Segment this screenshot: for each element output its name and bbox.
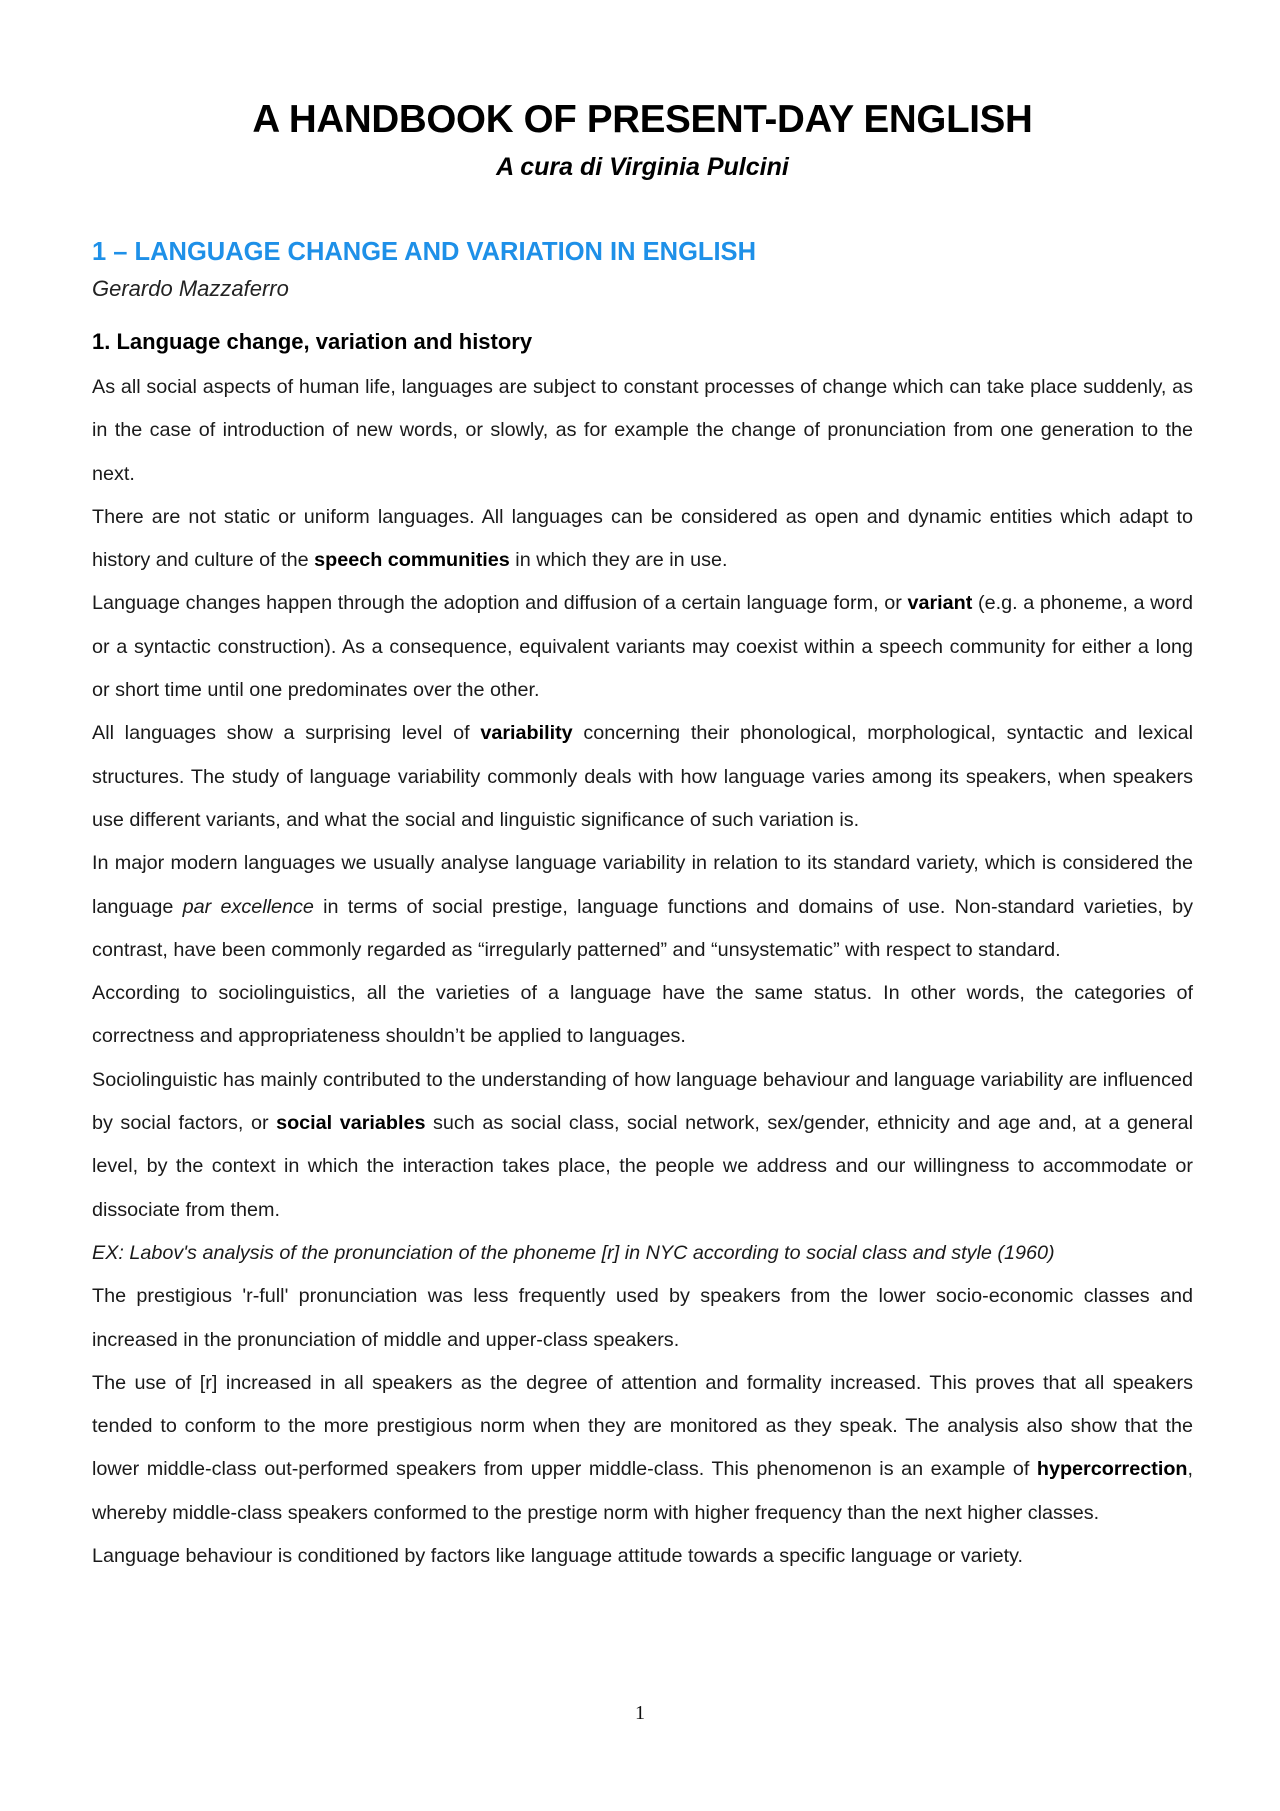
paragraph-text: EX: Labov's analysis of the pronunciation of the phoneme [r] in NYC according to social class and style (1960): [92, 1241, 1055, 1264]
section-heading: 1. Language change, variation and history: [92, 329, 533, 354]
paragraph: [92, 582, 1193, 712]
paragraph-text: In major modern languages we usually analyse language variability in relation to its standard variety, which is considered the language: [92, 852, 1193, 918]
paragraph-text: concerning their phonological, morphological, syntactic and lexical structures. The study of language variability commonly deals with how language varies among its speakers, when speakers use different variants, and what the social and linguistic significance of such variation is.: [92, 722, 1193, 831]
page-number: 1: [635, 1702, 645, 1724]
paragraph: [92, 842, 1193, 972]
paragraph: [92, 1059, 1193, 1232]
body-text: [92, 366, 1193, 1578]
document-page: [92, 92, 1193, 1578]
paragraph: [92, 712, 1193, 842]
paragraph: [92, 1535, 1193, 1578]
chapter-author: Gerardo Mazzaferro: [92, 276, 289, 301]
paragraph-text: , whereby middle-class speakers conformed to the prestige norm with higher frequency than the next higher classes.: [92, 1458, 1193, 1524]
chapter-title: 1 – LANGUAGE CHANGE AND VARIATION IN ENGLISH: [92, 238, 756, 266]
key-term: social variables: [276, 1112, 426, 1135]
key-term: hypercorrection: [1036, 1458, 1188, 1481]
paragraph-text: Sociolinguistic has mainly contributed to the understanding of how language behaviour and language variability are influenced by social factors, or: [92, 1068, 1193, 1135]
paragraph-text: There are not static or uniform languages. All languages can be considered as open and dynamic entities which adapt to history and culture of the: [92, 505, 1193, 572]
paragraph-text: The use of [r] increased in all speakers as the degree of attention and formality increased. This proves that all speakers tended to conform to the more prestigious norm when they are monitored as they speak. The analysis also show that the lower middle-class out-performed speakers from upper middle-class. This phenomenon is an example of: [92, 1371, 1193, 1481]
paragraph-text: As all social aspects of human life, languages are subject to constant processes of change which can take place suddenly, as in the case of introduction of new words, or slowly, as for example the change of pronunciation from one generation to the next.: [92, 376, 1193, 485]
key-term: variability: [480, 722, 573, 745]
key-term: variant: [907, 592, 973, 615]
paragraph: [92, 1362, 1193, 1535]
paragraph-text: All languages show a surprising level of: [92, 722, 481, 745]
document-title: A HANDBOOK OF PRESENT-DAY ENGLISH: [252, 98, 1033, 141]
paragraph: [92, 1275, 1193, 1362]
paragraph: [92, 972, 1193, 1059]
italic-term: par excellence: [182, 895, 314, 918]
paragraph: [92, 496, 1193, 583]
paragraph-text: The prestigious 'r-full' pronunciation was less frequently used by speakers from the lower socio-economic classes and increased in the pronunciation of middle and upper-class speakers.: [92, 1285, 1193, 1351]
example-line: [92, 1232, 1193, 1275]
paragraph-text: According to sociolinguistics, all the varieties of a language have the same status. In other words, the categories of correctness and appropriateness shouldn’t be applied to languages.: [92, 982, 1193, 1048]
paragraph-text: such as social class, social network, sex/gender, ethnicity and age and, at a general level, by the context in which the interaction takes place, the people we address and our willingness to accommodate or dissociate from them.: [92, 1112, 1193, 1221]
paragraph-text: in terms of social prestige, language functions and domains of use. Non-standard varieties, by contrast, have been commonly regarded as “irregularly patterned” and “unsystematic” with respect to standard.: [92, 895, 1194, 961]
paragraph-text: (e.g. a phoneme, a word or a syntactic construction). As a consequence, equivalent variants may coexist within a speech community for either a long or short time until one predominates over the other.: [92, 592, 1193, 702]
paragraph-text: Language changes happen through the adoption and diffusion of a certain language form, or: [92, 592, 908, 615]
paragraph-text: in which they are in use.: [509, 549, 728, 572]
paragraph-text: Language behaviour is conditioned by factors like language attitude towards a specific language or variety.: [92, 1545, 1024, 1568]
paragraph: [92, 366, 1193, 496]
key-term: speech communities: [314, 549, 510, 572]
document-subtitle: A cura di Virginia Pulcini: [496, 153, 789, 181]
